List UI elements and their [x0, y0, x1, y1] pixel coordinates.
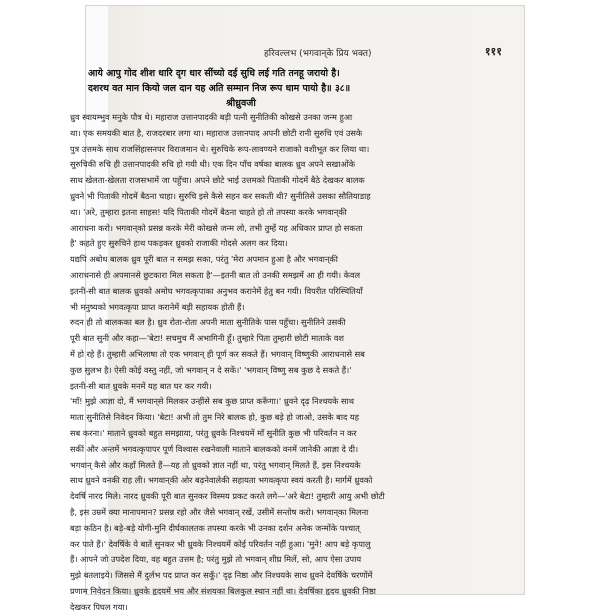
body-line: प्रणाम निवेदन किया। ध्रुवके हृदयमें भय और संशयका बिलकुल स्थान नहीं था। देवर्षिका हृदय ध्रुवकी निष्ठा [70, 585, 376, 596]
body-line: पूरी बात सुनी और कहा—'बेटा! सचमुच मैं अभागिनी हूँ। तुम्हारे पिता तुम्हारी छोटी माताके वश [70, 333, 344, 344]
body-line: साथ खेलता-खेलता राजसभामें जा पहुँचा। अपने छोटे भाई उत्तमको पिताकी गोदमें बैठे देखकर बालक [70, 175, 365, 186]
body-line: सकीं और अन्तमें भगवत्कृपापर पूर्ण विश्वास रखनेवाली माताने बालकको वनमें जानेकी आज्ञा दे दी। [70, 443, 359, 454]
body-line: कर पाते हैं।' देवर्षिके ये बातें सुनकर भी ध्रुवके निश्चयमें कोई परिवर्तन नहीं हुआ। 'मुने! आप बड़े कृपालु [70, 538, 371, 549]
body-line: है, इस उम्रमें क्या मानापमान? प्रसन्न रहो और जैसे भगवान् रखें, उसीमें सन्तोष करो। भगवान्‌का मिलना [70, 506, 369, 517]
body-line: ध्रुव स्वायम्भुव मनुके पौत्र थे। महाराज उत्तानपादकी बड़ी पत्नी सुनीतिकी कोखसे उनका जन्म हुआ [70, 112, 353, 122]
body-line: आराधनासे ही अपमानसे छुटकारा मिल सकता है'—इतनी बात तो उनकी समझमें आ ही गयी। केवल [70, 269, 361, 280]
body-text [70, 110, 426, 616]
page-header [108, 44, 524, 64]
body-line: रुदन ही तो बालकका बल है। ध्रुव रोता-रोता अपनी माता सुनीतिके पास पहुँचा। सुनीतिने उसकी [70, 317, 346, 328]
body-line: माता सुनीतिसे निवेदन किया। 'बेटा! अभी तो तुम निरे बालक हो, कुछ बड़े हो जाओ, उसके बाद यह [70, 412, 359, 423]
body-line: भी मनुष्यको भगवत्कृपा प्राप्त करानेमें बड़ी सहायक होती हैं। [70, 301, 245, 312]
body-line: साथ ध्रुवने वनकी राह ली। भगवान्‌की ओर बढ़नेवालेकी सहायता भगवत्कृपा स्वयं करती है। मार्गमें ध्रुवको [70, 475, 373, 486]
body-line: पुत्र उत्तमके साथ राजसिंहासनपर विराजमान थे। सुरुचिके रूप-लावण्यने राजाको वशीभूत कर लिया था। [70, 143, 370, 154]
body-line: था। एक समयकी बात है, राजदरबार लगा था। महाराज उत्तानपाद अपनी छोटी रानी सुरुचि एवं उसके [70, 127, 363, 138]
body-line: 'माँ! मुझे आज्ञा दो, मैं भगवान्‌से मिलकर उन्हींसे सब कुछ प्राप्त करूँगा।' ध्रुवने दृढ़ निश्चयके साथ [70, 396, 354, 407]
body-line: ध्रुवने भी पिताकी गोदमें बैठना चाहा। सुरुचि इसे कैसे सहन कर सकती थी? सुनीतिसे उसका सौतियाडाह [70, 190, 371, 201]
body-line: देवर्षि नारद मिले। नारद ध्रुवकी पूरी बात सुनकर विस्मय प्रकट करते लगे—'अरे बेटा! तुम्हारी आयु अभी छोटी [70, 491, 385, 502]
verse-line: आये आपु गोद शीश धारि दृग धार सींच्यो दई सुधि लई गति तनहू जरायो है। [88, 68, 340, 79]
body-line: मुझे बतलाइये। जिससे मैं दुर्लभ पद प्राप्त कर सकूँ।' दृढ़ निष्ठा और निश्चयके साथ ध्रुवने देवर्षिके चरणोंमें [70, 570, 373, 581]
body-line: था। 'अरे, तुम्हारा इतना साहस! यदि पिताकी गोदमें बैठना चाहते हो तो तपस्या करके भगवान्‌की [70, 206, 347, 217]
body-line: देखकर पिघल गया। [70, 601, 128, 612]
body-line: यद्यपि अबोध बालक ध्रुव पूरी बात न समझ सका, परंतु 'मेरा अपमान हुआ है और भगवान्‌की [70, 254, 338, 265]
body-line: में हो रहे हैं। तुम्हारी अभिलाषा तो एक भगवान् ही पूर्ण कर सकते हैं। भगवान् विष्णुकी आराधनासे सब [70, 348, 365, 359]
body-line: बड़ा कठिन है। बड़े-बड़े योगी-मुनि दीर्घकालतक तपस्या करके भी उनका दर्शन अनेक जन्मोंके पश्चात् [70, 522, 360, 533]
section-title: श्रीध्रुवजी [226, 98, 256, 109]
running-title: हरिवल्लभ (भगवान्‌के प्रिय भक्त) [264, 49, 372, 59]
body-line: कुछ सुलभ है। ऐसी कोई वस्तु नहीं, जो भगवान् न दे सकें।' 'भगवान् विष्णु सब कुछ दे सकते हैं।' [70, 364, 352, 375]
body-line: आराधना करो। भगवान्‌को प्रसन्न करके मेरी कोखसे जन्म लो, तभी तुम्हें यह अधिकार प्राप्त हो सकता [70, 222, 363, 233]
body-line: इतनी-सी बात बालक ध्रुवको अमोघ भगवत्कृपाका अनुभव करानेमें हेतु बन गयी। विपरीत परिस्थितियाँ [70, 285, 363, 296]
body-line: भगवान् कैसे और कहाँ मिलते हैं—यह तो ध्रुवको ज्ञात नहीं था, परंतु भगवान् मिलते हैं, इस निश्चयके [70, 459, 361, 470]
verse-line: दशरथ वत मान कियो जल दान यह अति सम्मान निज रूप धाम पायो है॥ ३८॥ [88, 83, 351, 94]
body-line: इतनी-सी बात ध्रुवके मनमें यह बात घर कर गयी। [70, 380, 212, 391]
verse-block [88, 66, 418, 96]
page-number: १११ [484, 45, 502, 58]
body-line: सुरुचिकी रुचि ही उत्तानपादकी रुचि हो गयी थी। एक दिन पाँच वर्षका बालक ध्रुव अपने सखाओंके [70, 159, 356, 170]
body-line: हैं। आपने जो उपदेश दिया, वह बहुत उत्तम है; परंतु मुझे तो भगवान् शीघ्र मिलें, सो, आप ऐसा उपाय [70, 554, 362, 565]
body-line: है' कहते हुए सुरुचिने हाथ पकड़कर ध्रुवको राजाकी गोदसे अलग कर दिया। [70, 238, 288, 249]
body-line: सब करना।' माताने ध्रुवको बहुत समझाया, परंतु ध्रुवके निश्चयमें माँ सुनीति कुछ भी परिवर्तन न कर [70, 427, 357, 438]
